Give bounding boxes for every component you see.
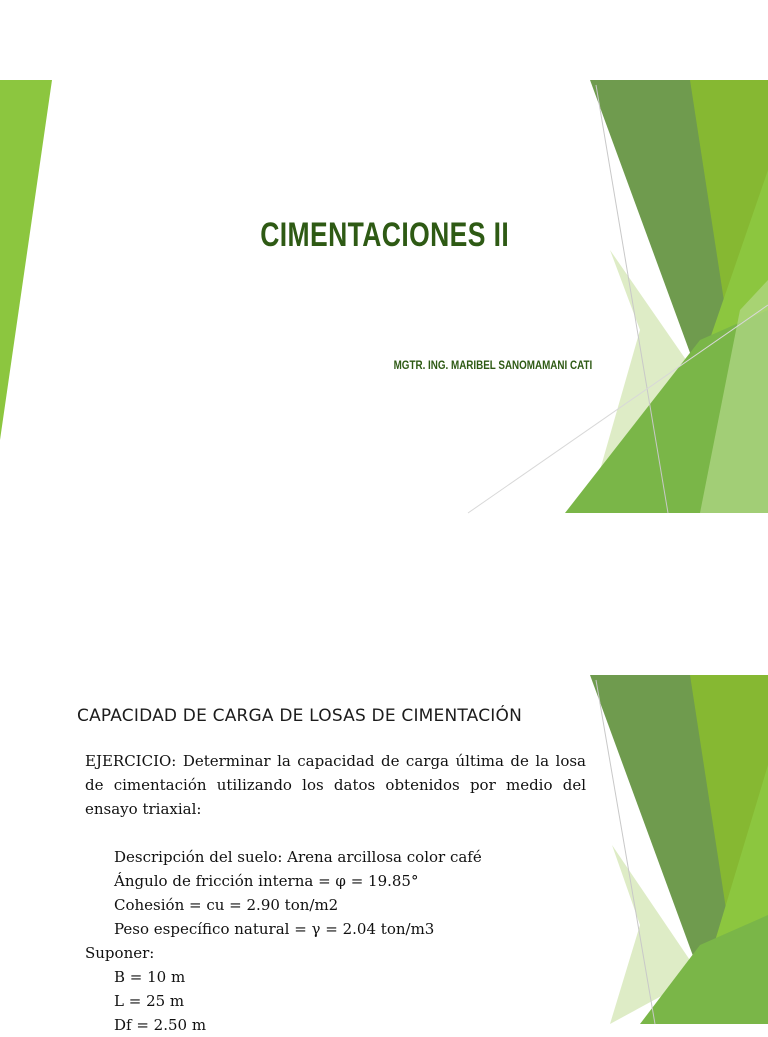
title-slide bbox=[0, 80, 768, 513]
df-value: Df = 2.50 m bbox=[114, 1016, 207, 1034]
decorative-shapes bbox=[0, 80, 768, 513]
left-green-wedge bbox=[0, 80, 52, 440]
slide-title: CIMENTACIONES II bbox=[260, 216, 510, 254]
soil-data-list bbox=[85, 845, 482, 1037]
b-value: B = 10 m bbox=[114, 968, 186, 986]
assume-label: Suponer: bbox=[85, 944, 155, 962]
soil-description: Descripción del suelo: Arena arcillosa color café bbox=[114, 848, 482, 866]
author-name: MGTR. ING. MARIBEL SANOMAMANI CATI bbox=[393, 358, 592, 372]
content-slide bbox=[0, 675, 768, 1034]
unit-weight: Peso específico natural = γ = 2.04 ton/m3 bbox=[114, 920, 435, 938]
exercise-statement: EJERCICIO: Determinar la capacidad de carga última de la losa de cimentación utilizando los datos obtenidos por medio del ensayo triaxial: bbox=[85, 752, 586, 818]
friction-angle: Ángulo de fricción interna = φ = 19.85° bbox=[114, 872, 419, 890]
cohesion: Cohesión = cu = 2.90 ton/m2 bbox=[114, 896, 339, 914]
l-value: L = 25 m bbox=[114, 992, 185, 1010]
slide-title: CAPACIDAD DE CARGA DE LOSAS DE CIMENTACIÓN bbox=[77, 706, 522, 726]
